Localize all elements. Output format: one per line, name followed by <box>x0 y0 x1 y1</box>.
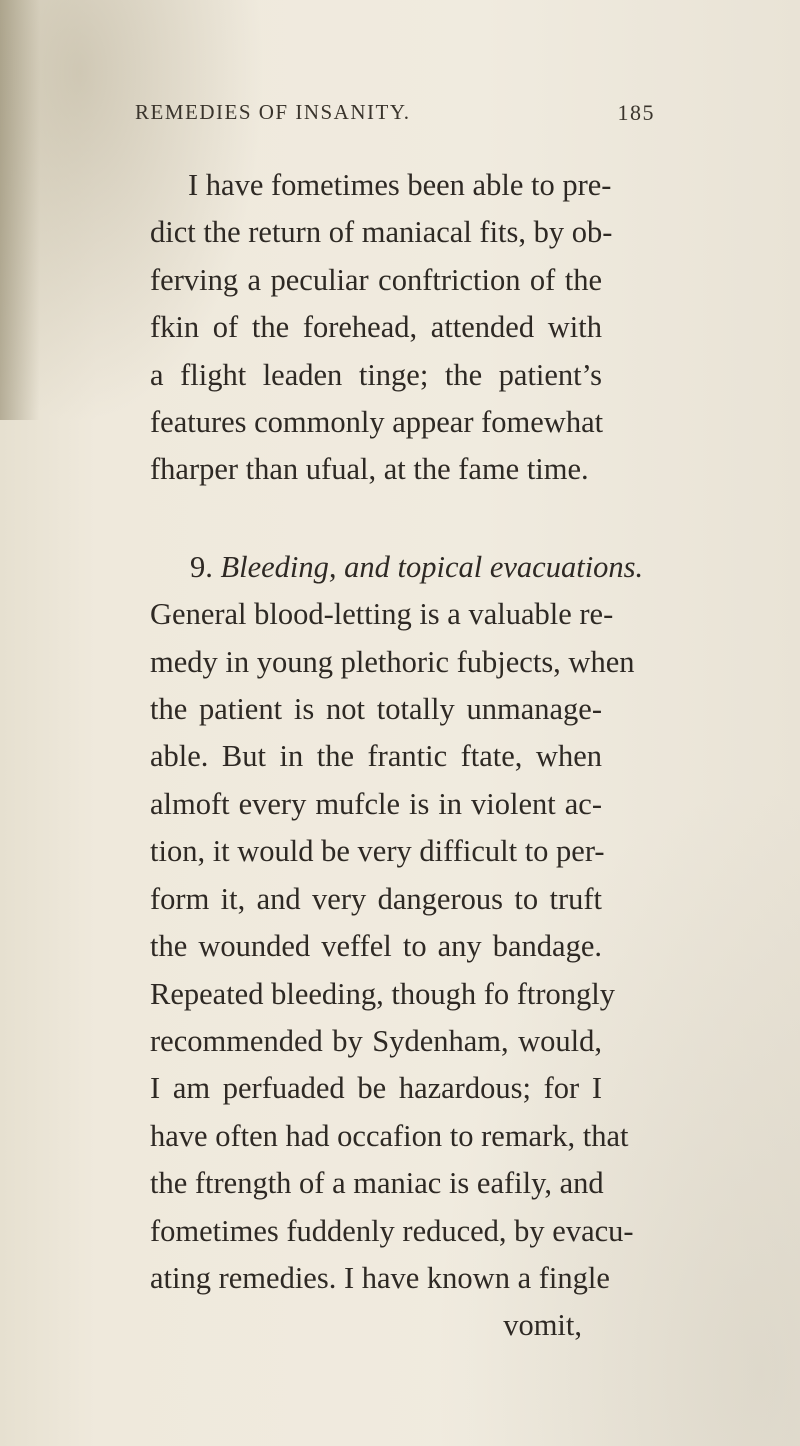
text-line: dict the return of maniacal fits, by ob- <box>150 215 613 250</box>
text-line: the wounded veffel to any bandage. <box>150 929 602 964</box>
paragraph-gap <box>150 494 602 544</box>
body-text <box>150 162 644 1350</box>
section-heading <box>150 544 644 591</box>
text-line: recommended by Sydenham, would, <box>150 1023 602 1058</box>
catchword: vomit, <box>503 1308 582 1343</box>
paragraph-1 <box>150 162 613 494</box>
text-line: ferving a peculiar conftriction of the <box>150 262 602 297</box>
text-line: I have fometimes been able to pre- <box>188 168 612 202</box>
text-line: medy in young plethoric fubjects, when <box>150 644 635 679</box>
text-line: form it, and very dangerous to truft <box>150 881 602 916</box>
text-line: have often had occafion to remark, that <box>150 1118 629 1153</box>
text-line: able. But in the frantic ftate, when <box>150 739 602 774</box>
running-head <box>135 100 655 126</box>
text-line: the patient is not totally unmanage- <box>150 692 602 727</box>
text-line: fharper than ufual, at the fame time. <box>150 452 589 487</box>
text-line: features commonly appear fomewhat <box>150 405 604 440</box>
page-number: 185 <box>617 100 655 125</box>
section-title: Bleeding, and topical evacuations. <box>220 549 644 584</box>
text-line: fometimes fuddenly reduced, by evacu- <box>150 1213 634 1248</box>
text-line: fkin of the forehead, attended with <box>150 310 602 345</box>
page-edge-shadow <box>0 0 40 420</box>
text-line: I am perfuaded be hazardous; for I <box>150 1071 602 1106</box>
section-number: 9. <box>190 549 213 584</box>
text-line: Repeated bleeding, though fo ftrongly <box>150 976 616 1011</box>
text-line: ating remedies. I have known a fingle <box>150 1260 610 1295</box>
section-9 <box>150 544 644 1350</box>
text-line: the ftrength of a maniac is eafily, and <box>150 1166 604 1201</box>
text-line: almoft every mufcle is in violent ac- <box>150 786 602 821</box>
text-line: tion, it would be very difficult to per- <box>150 834 605 869</box>
text-line: a flight leaden tinge; the patient’s <box>150 357 602 392</box>
text-line: General blood-letting is a valuable re- <box>150 597 614 632</box>
running-title: REMEDIES OF INSANITY. <box>135 100 411 124</box>
